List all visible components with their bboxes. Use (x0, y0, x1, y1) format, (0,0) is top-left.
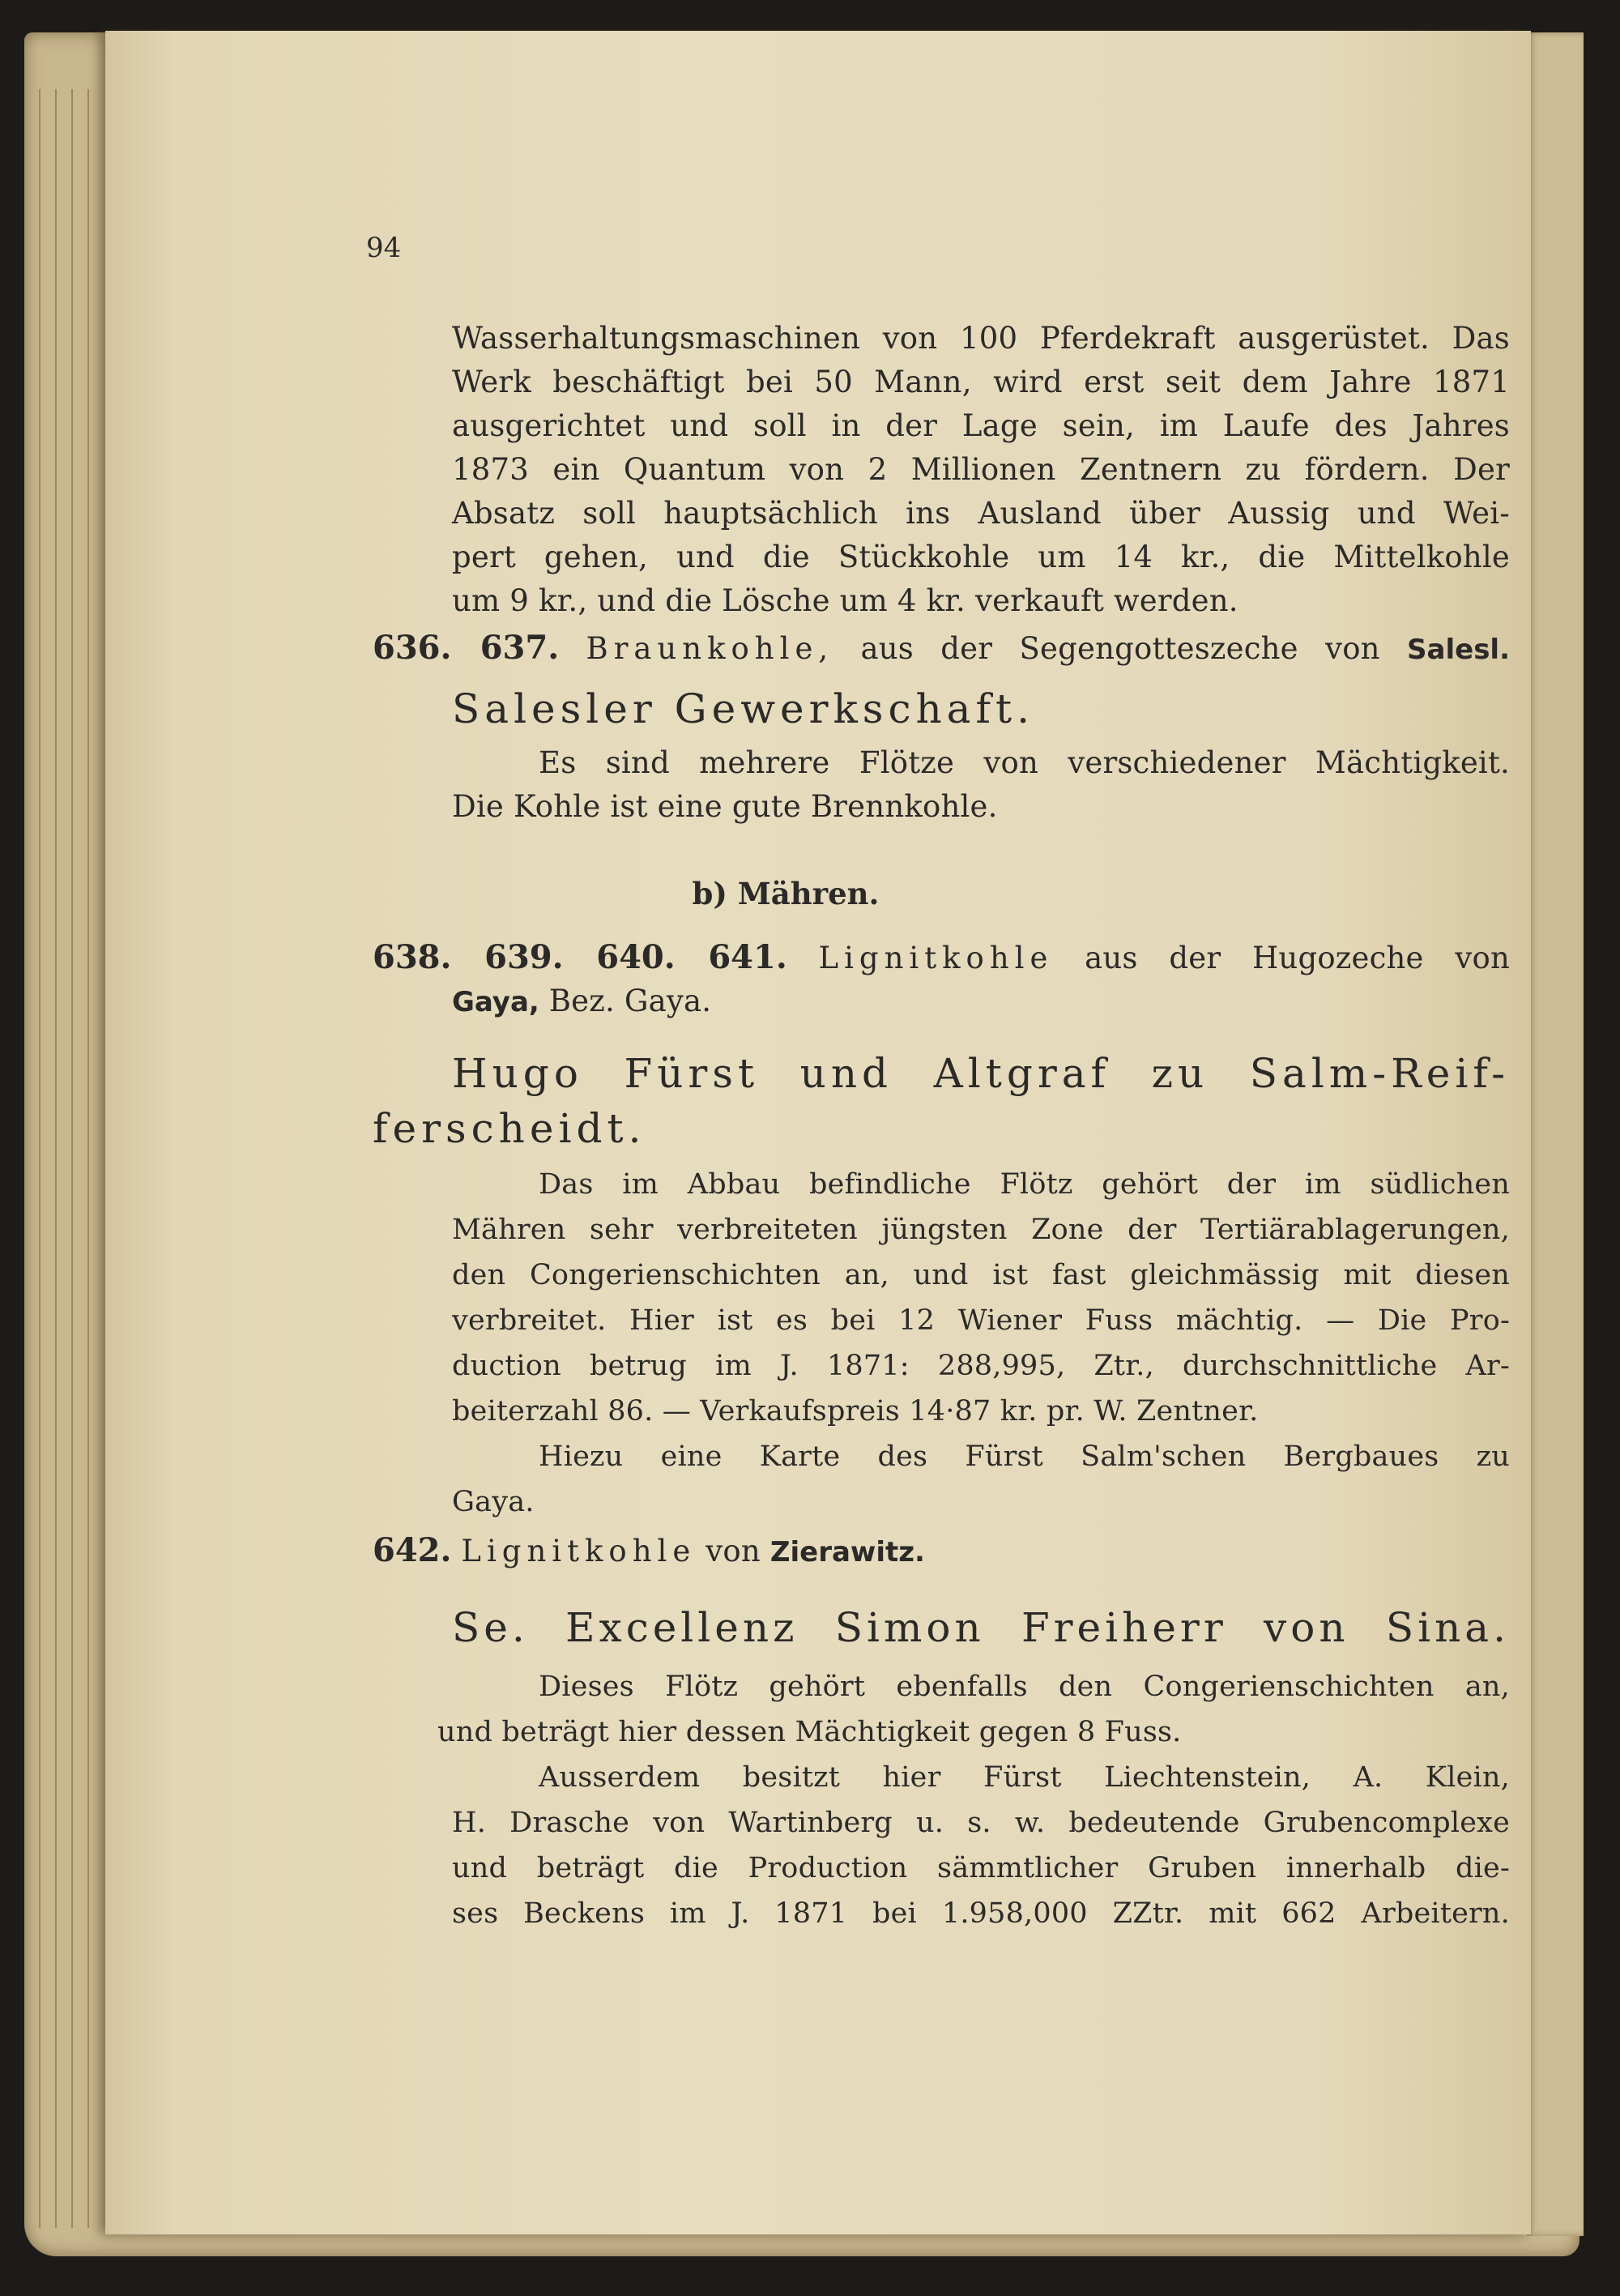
text-line: duction betrug im J. 1871: 288,995, Ztr., durchschnittliche Ar- (452, 1350, 1510, 1382)
entry-material: Lignitkohle (818, 941, 1054, 975)
leaf-edge (87, 89, 89, 2228)
text-line: 1873 ein Quantum von 2 Millionen Zentnern zu fördern. Der (452, 452, 1510, 487)
entry-text: Bez. Gaya. (548, 984, 712, 1018)
entry-text: aus der Hugozeche von (1085, 941, 1510, 975)
text-line: Ausserdem besitzt hier Fürst Liechtenstein, A. Klein, (539, 1761, 1510, 1794)
entry-text: aus der Segengotteszeche von (860, 631, 1380, 666)
entry-place: Zierawitz. (770, 1536, 925, 1568)
text-line: Wasserhaltungsmaschinen von 100 Pferdekraft ausgerüstet. Das (452, 321, 1510, 356)
entry-material: Lignitkohle (461, 1534, 697, 1568)
entry-number: 638. 639. 640. 641. (373, 938, 787, 976)
right-page-edge (1527, 32, 1584, 2236)
text-line: Mähren sehr verbreiteten jüngsten Zone der Tertiärablagerungen, (452, 1214, 1510, 1246)
text-line: Es sind mehrere Flötze von verschiedener Mächtigkeit. (539, 745, 1510, 780)
text-line: Das im Abbau befindliche Flötz gehört der im südlichen (539, 1168, 1510, 1201)
text-line: Hiezu eine Karte des Fürst Salm'schen Bergbaues zu (539, 1440, 1510, 1473)
entry-place: Salesl. (1407, 634, 1510, 666)
entry-text: von (706, 1534, 761, 1568)
entry-636-637 (373, 629, 1510, 667)
heading-hugo-line1: Hugo Fürst und Altgraf zu Salm-Reif- (452, 1050, 1510, 1097)
leaf-edge (39, 89, 40, 2228)
book-page (105, 31, 1531, 2234)
text-line: H. Drasche von Wartinberg u. s. w. bedeutende Grubencomplexe (452, 1807, 1510, 1839)
entry-number: 636. 637. (373, 629, 560, 667)
page-number: 94 (366, 232, 402, 264)
text-line: den Congerienschichten an, und ist fast gleichmässig mit diesen (452, 1259, 1510, 1291)
text-line: ausgerichtet und soll in der Lage sein, im Laufe des Jahres (452, 408, 1510, 443)
text-line: um 9 kr., und die Lösche um 4 kr. verkauft werden. (452, 583, 1238, 618)
leaf-edge (55, 89, 57, 2228)
section-heading-maehren: b) Mähren. (692, 876, 880, 911)
entry-638-641 (373, 938, 1510, 976)
entry-642 (373, 1531, 925, 1569)
text-line: Die Kohle ist eine gute Brennkohle. (452, 789, 998, 824)
text-line: Dieses Flötz gehört ebenfalls den Congerienschichten an, (539, 1671, 1510, 1703)
leaf-edge (71, 89, 73, 2228)
text-line: Gaya. (452, 1486, 535, 1518)
text-line: pert gehen, und die Stückkohle um 14 kr., die Mittelkohle (452, 540, 1510, 574)
text-line: verbreitet. Hier ist es bei 12 Wiener Fuss mächtig. — Die Pro- (452, 1304, 1510, 1337)
entry-material: Braunkohle, (586, 631, 834, 666)
text-line: Werk beschäftigt bei 50 Mann, wird erst seit dem Jahre 1871 (452, 365, 1510, 399)
heading-salesler: Salesler Gewerkschaft. (452, 685, 1034, 732)
text-line: beiterzahl 86. — Verkaufspreis 14·87 kr. pr. W. Zentner. (452, 1395, 1259, 1428)
entry-638-location (452, 984, 711, 1018)
text-line: und beträgt hier dessen Mächtigkeit gegen 8 Fuss. (437, 1716, 1182, 1748)
text-line: ses Beckens im J. 1871 bei 1.958,000 ZZtr. mit 662 Arbeitern. (452, 1897, 1510, 1930)
heading-hugo-line2: ferscheidt. (373, 1105, 646, 1152)
heading-sina: Se. Excellenz Simon Freiherr von Sina. (452, 1604, 1510, 1651)
text-line: und beträgt die Production sämmtlicher Gruben innerhalb die- (452, 1852, 1510, 1884)
entry-number: 642. (373, 1531, 452, 1569)
text-line: Absatz soll hauptsächlich ins Ausland über Aussig und Wei- (452, 496, 1510, 531)
entry-place: Gaya, (452, 986, 539, 1018)
